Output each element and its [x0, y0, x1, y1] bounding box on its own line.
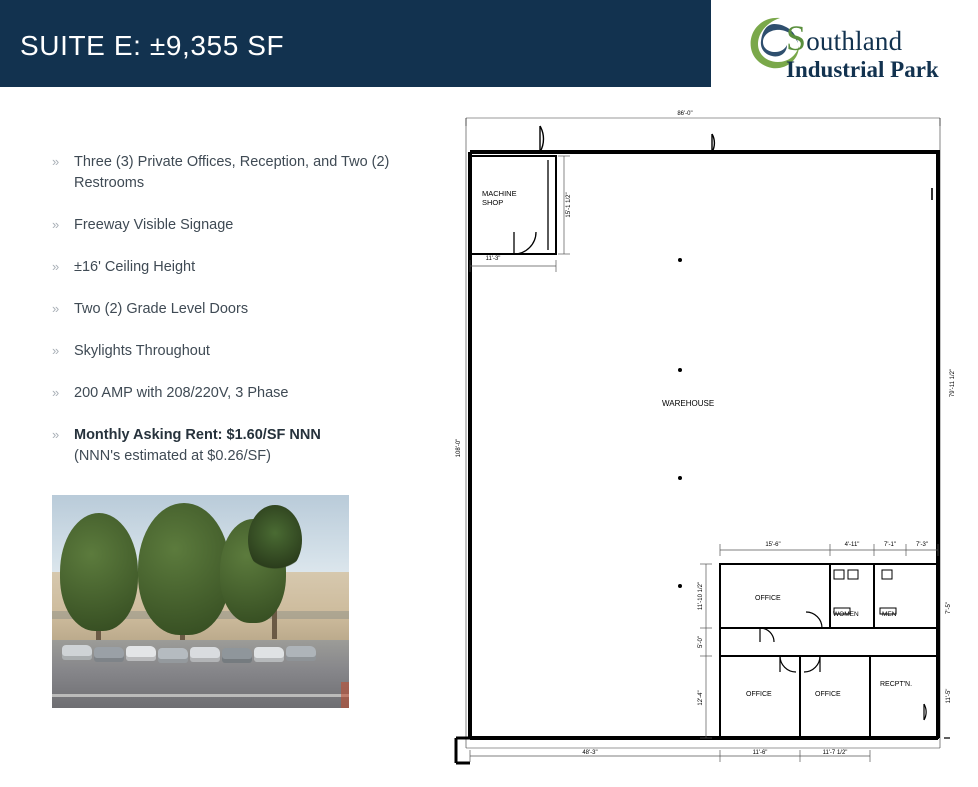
rent-text [74, 425, 321, 467]
logo-text [786, 20, 976, 82]
room-label-office-3: OFFICE [815, 691, 841, 698]
photo-car [254, 647, 284, 662]
logo-word-southland: outhland [806, 26, 903, 56]
feature-text: 200 AMP with 208/220V, 3 Phase [74, 385, 289, 402]
room-label-office-2: OFFICE [746, 691, 772, 698]
rent-note: (NNN's estimated at $0.26/SF) [74, 448, 271, 465]
room-label-machine-shop-2: SHOP [482, 198, 504, 207]
feature-list [52, 152, 392, 488]
feature-text: Two (2) Grade Level Doors [74, 301, 249, 318]
logo-line-1 [786, 20, 976, 56]
dim-top-overall: 86'-0" [677, 111, 693, 117]
bullet-marker-icon: » [52, 217, 60, 233]
room-label-machine-shop-1: MACHINE [482, 189, 517, 198]
photo-car [222, 648, 252, 663]
dim-bottom-mid: 11'-6" [752, 750, 768, 756]
list-item [52, 152, 392, 194]
list-item [52, 299, 392, 320]
dim-recpt-height: 11'-5" [946, 688, 952, 704]
dim-machine-shop-height: 15'-1 1/2" [566, 192, 572, 218]
feature-text: Three (3) Private Offices, Reception, and Two (2) Restrooms [74, 154, 390, 192]
photo-car [190, 647, 220, 662]
dim-restroom-height: 7'-5" [946, 602, 952, 614]
dim-office-block-width: 15'-6" [765, 542, 781, 548]
floor-plan-drawing [430, 108, 970, 773]
dim-restroom-w2: 7'-1" [884, 542, 896, 548]
feature-text: Skylights Throughout [74, 343, 210, 360]
list-item [52, 341, 392, 362]
list-item [52, 215, 392, 236]
dim-machine-shop-width: 11'-3" [485, 256, 501, 262]
photo-car [286, 646, 316, 661]
feature-text: Freeway Visible Signage [74, 217, 234, 234]
page-title: SUITE E: ±9,355 SF [20, 30, 285, 61]
bullet-marker-icon: » [52, 259, 60, 275]
photo-road-line [52, 694, 349, 697]
photo-car [158, 648, 188, 663]
building-photo [52, 495, 349, 708]
list-item-rent [52, 425, 392, 467]
list-item [52, 383, 392, 404]
photo-palm [248, 505, 302, 575]
logo-line-2: Industrial Park [786, 57, 939, 82]
dim-restroom-w1: 4'-11" [844, 542, 860, 548]
photo-tree [138, 503, 230, 635]
room-label-office-1: OFFICE [755, 595, 781, 602]
room-label-men: MEN [882, 611, 897, 618]
dim-bottom-right: 11'-7 1/2" [822, 750, 848, 756]
dim-office1-height: 11'-10 1/2" [698, 581, 704, 611]
room-label-warehouse: WAREHOUSE [662, 399, 715, 408]
logo-cap-letter: S [786, 18, 807, 58]
bullet-marker-icon: » [52, 385, 60, 401]
bullet-marker-icon: » [52, 427, 60, 443]
dim-office-lower-height: 12'-4" [698, 690, 704, 706]
photo-car [126, 646, 156, 661]
dim-bottom-left: 48'-3" [582, 750, 598, 756]
photo-tree [60, 513, 138, 631]
dim-right-overall: 79'-11 1/2" [950, 368, 956, 398]
dim-restroom-w3: 7'-3" [916, 542, 928, 548]
bullet-marker-icon: » [52, 154, 60, 169]
photo-edge-marker [341, 682, 349, 708]
southland-industrial-park-logo [740, 8, 972, 80]
room-label-women: WOMEN [833, 611, 859, 618]
dim-left-overall: 108'-0" [456, 438, 462, 458]
photo-car [62, 645, 92, 660]
dim-corridor-height: 5'-0" [698, 636, 704, 648]
bullet-marker-icon: » [52, 343, 60, 359]
photo-car [94, 647, 124, 662]
list-item [52, 257, 392, 278]
room-label-reception: RECPT'N. [880, 681, 913, 688]
bullet-marker-icon: » [52, 301, 60, 317]
floor-plan [430, 108, 970, 773]
feature-text: ±16' Ceiling Height [74, 259, 196, 276]
rent-amount: Monthly Asking Rent: $1.60/SF NNN [74, 427, 321, 444]
